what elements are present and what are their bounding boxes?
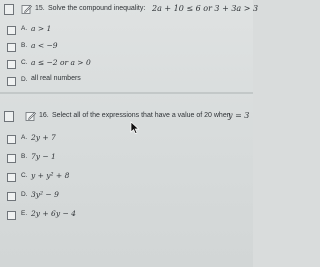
option-text: a > 1 (31, 24, 52, 33)
question-expression: y = 3 (228, 111, 250, 120)
question-header (0, 0, 259, 22)
question-15 (0, 0, 259, 83)
answer-option-c[interactable] (7, 58, 247, 71)
option-text: a ≤ −2 or a > 0 (31, 58, 91, 67)
option-text: 7y − 1 (31, 152, 56, 161)
answer-option-d[interactable] (7, 75, 247, 88)
answer-option-a[interactable] (7, 24, 247, 37)
option-letter: B. (21, 153, 28, 160)
question-number: 16. (39, 112, 49, 119)
option-letter: E. (21, 210, 28, 217)
option-text: 2y + 6y − 4 (31, 209, 76, 218)
bookmark-checkbox-icon[interactable] (4, 111, 14, 122)
question-expression: 2a + 10 ≤ 6 or 3 + 3a > 3 (152, 4, 259, 13)
section-divider (0, 92, 253, 94)
question-prompt: Solve the compound inequality: (48, 5, 146, 12)
question-header (0, 106, 253, 128)
answer-option-d[interactable] (7, 190, 247, 203)
option-letter: C. (21, 59, 28, 66)
option-letter: A. (21, 134, 28, 141)
question-prompt: Select all of the expressions that have a value of 20 when (52, 112, 231, 119)
mouse-pointer-icon (130, 121, 140, 135)
option-letter: A. (21, 25, 28, 32)
answer-option-e[interactable] (7, 209, 247, 222)
option-checkbox[interactable] (7, 26, 16, 35)
option-checkbox[interactable] (7, 77, 16, 86)
bookmark-checkbox-icon[interactable] (4, 4, 14, 15)
answer-option-b[interactable] (7, 41, 247, 54)
option-text: y + y² + 8 (31, 171, 70, 180)
option-text: 3y² − 9 (31, 190, 59, 199)
option-letter: D. (21, 76, 28, 83)
option-checkbox[interactable] (7, 173, 16, 182)
answer-option-b[interactable] (7, 152, 247, 165)
option-letter: C. (21, 172, 28, 179)
option-text: 2y + 7 (31, 133, 56, 142)
option-checkbox[interactable] (7, 43, 16, 52)
option-text: all real numbers (31, 75, 81, 82)
option-text: a < −9 (31, 41, 58, 50)
option-checkbox[interactable] (7, 192, 16, 201)
option-letter: D. (21, 191, 28, 198)
answer-option-c[interactable] (7, 171, 247, 184)
note-icon[interactable] (21, 4, 32, 15)
option-checkbox[interactable] (7, 135, 16, 144)
option-letter: B. (21, 42, 28, 49)
question-number: 15. (35, 5, 45, 12)
answer-option-a[interactable] (7, 133, 247, 146)
option-checkbox[interactable] (7, 60, 16, 69)
option-checkbox[interactable] (7, 211, 16, 220)
question-16 (0, 106, 253, 218)
option-checkbox[interactable] (7, 154, 16, 163)
note-icon[interactable] (25, 111, 36, 122)
